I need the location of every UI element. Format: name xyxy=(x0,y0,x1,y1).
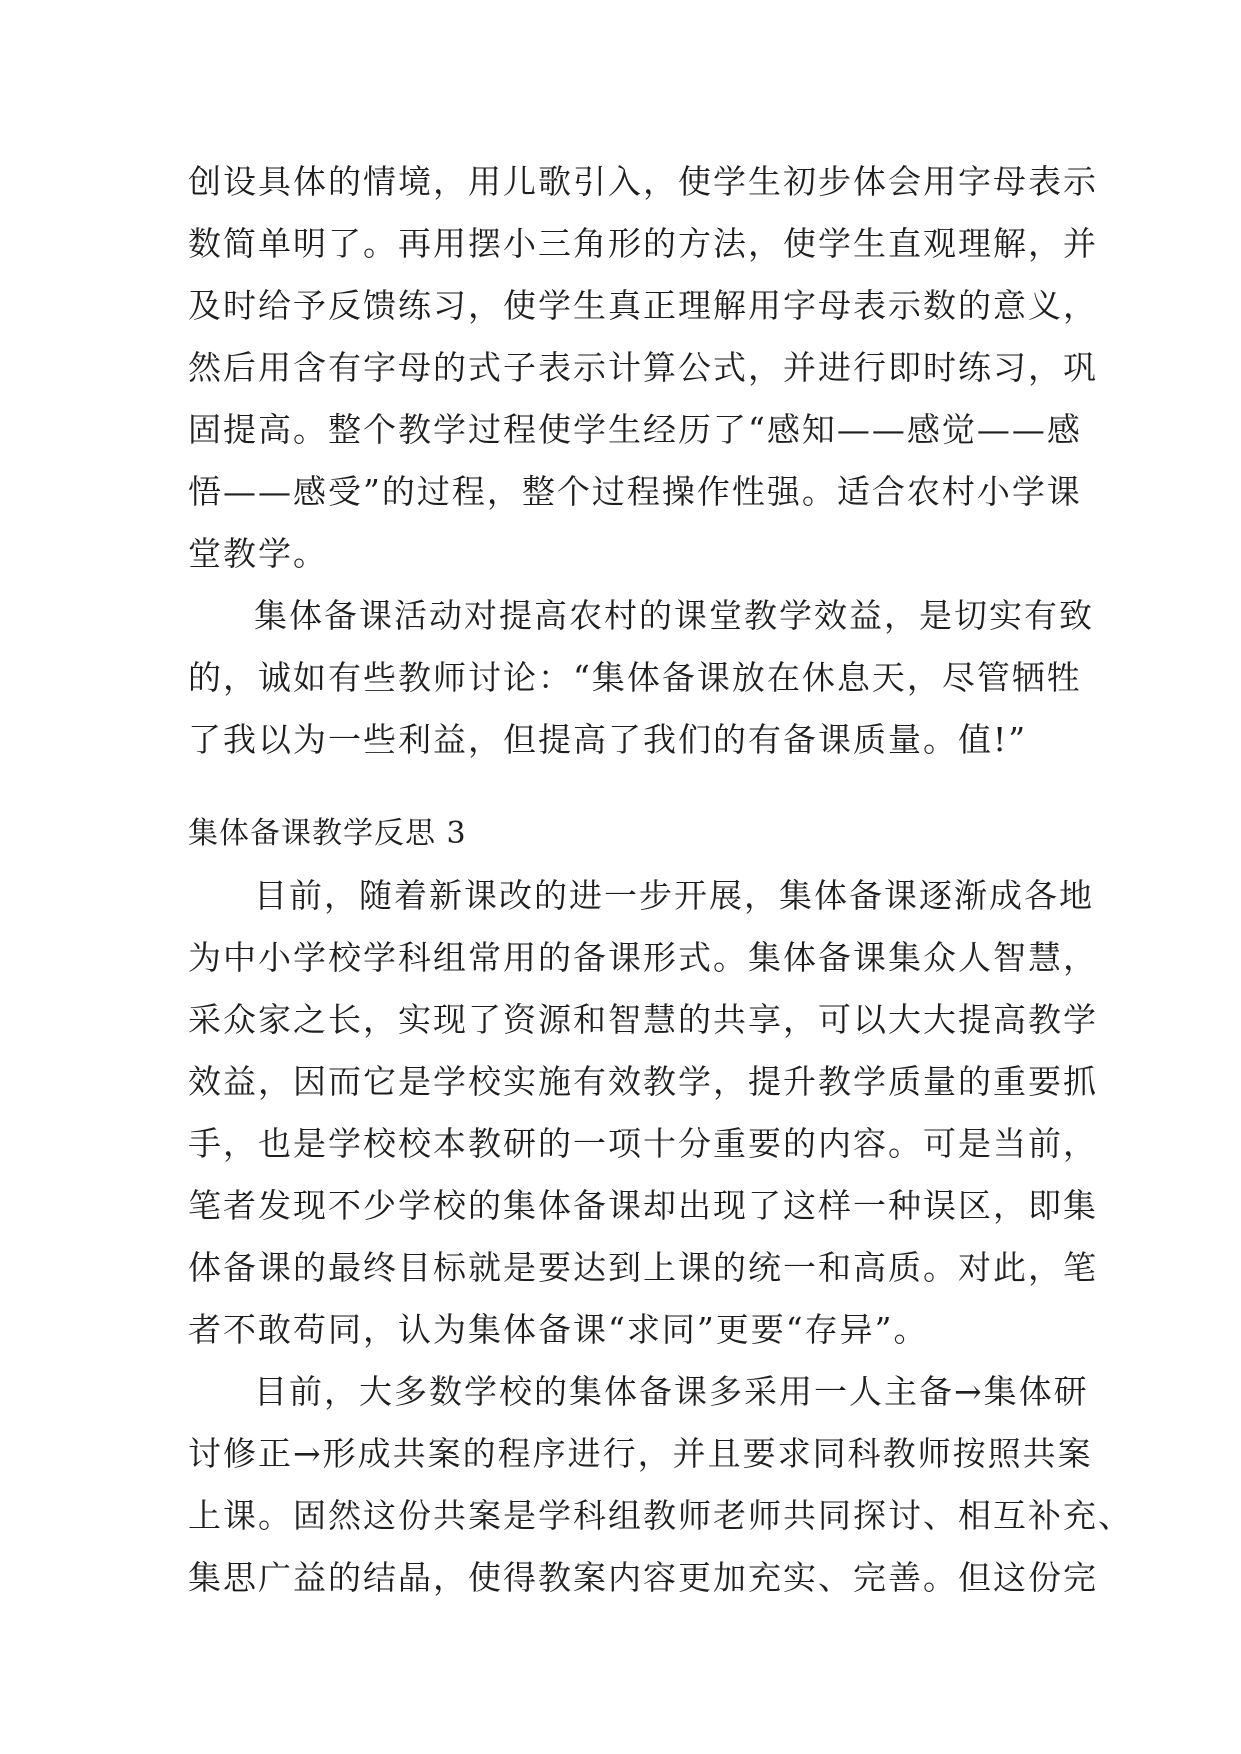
paragraph-line: 上课。固然这份共案是学科组教师老师共同探讨、相互补充、 xyxy=(188,1496,1133,1535)
paragraph-line: 的，诚如有些教师讨论：“集体备课放在休息天，尽管牺牲 xyxy=(188,658,1082,697)
paragraph-line: 了我以为一些利益，但提高了我们的有备课质量。值!” xyxy=(188,720,1028,759)
paragraph-line: 然后用含有字母的式子表示计算公式，并进行即时练习，巩 xyxy=(188,348,1098,387)
paragraph-line: 悟——感受”的过程，整个过程操作性强。适合农村小学课 xyxy=(188,472,1082,511)
paragraph-line: 及时给予反馈练习，使学生真正理解用字母表示数的意义， xyxy=(188,286,1098,325)
paragraph-line: 手，也是学校校本教研的一项十分重要的内容。可是当前， xyxy=(188,1124,1098,1163)
paragraph-line: 目前，随着新课改的进一步开展，集体备课逐渐成各地 xyxy=(254,876,1094,915)
paragraph-line: 集体备课活动对提高农村的课堂教学效益，是切实有致 xyxy=(254,596,1094,635)
section-heading: 集体备课教学反思 3 xyxy=(188,816,467,851)
paragraph-line: 为中小学校学科组常用的备课形式。集体备课集众人智慧， xyxy=(188,938,1098,977)
paragraph-line: 体备课的最终目标就是要达到上课的统一和高质。对此，笔 xyxy=(188,1248,1098,1287)
paragraph-line: 目前，大多数学校的集体备课多采用一人主备→集体研 xyxy=(254,1372,1089,1411)
paragraph-line: 讨修正→形成共案的程序进行，并且要求同科教师按照共案 xyxy=(188,1434,1093,1473)
paragraph-line: 笔者发现不少学校的集体备课却出现了这样一种误区，即集 xyxy=(188,1186,1098,1225)
paragraph-line: 固提高。整个教学过程使学生经历了“感知——感觉——感 xyxy=(188,410,1082,449)
paragraph-line: 集思广益的结晶，使得教案内容更加充实、完善。但这份完 xyxy=(188,1558,1098,1597)
paragraph-line: 创设具体的情境，用儿歌引入，使学生初步体会用字母表示 xyxy=(188,162,1098,201)
paragraph-line: 效益，因而它是学校实施有效教学，提升教学质量的重要抓 xyxy=(188,1062,1098,1101)
paragraph-line: 数简单明了。再用摆小三角形的方法，使学生直观理解，并 xyxy=(188,224,1098,263)
paragraph-line: 者不敢苟同，认为集体备课“求同”更要“存异”。 xyxy=(188,1310,929,1349)
paragraph-line: 堂教学。 xyxy=(188,534,328,573)
paragraph-line: 采众家之长，实现了资源和智慧的共享，可以大大提高教学 xyxy=(188,1000,1098,1039)
